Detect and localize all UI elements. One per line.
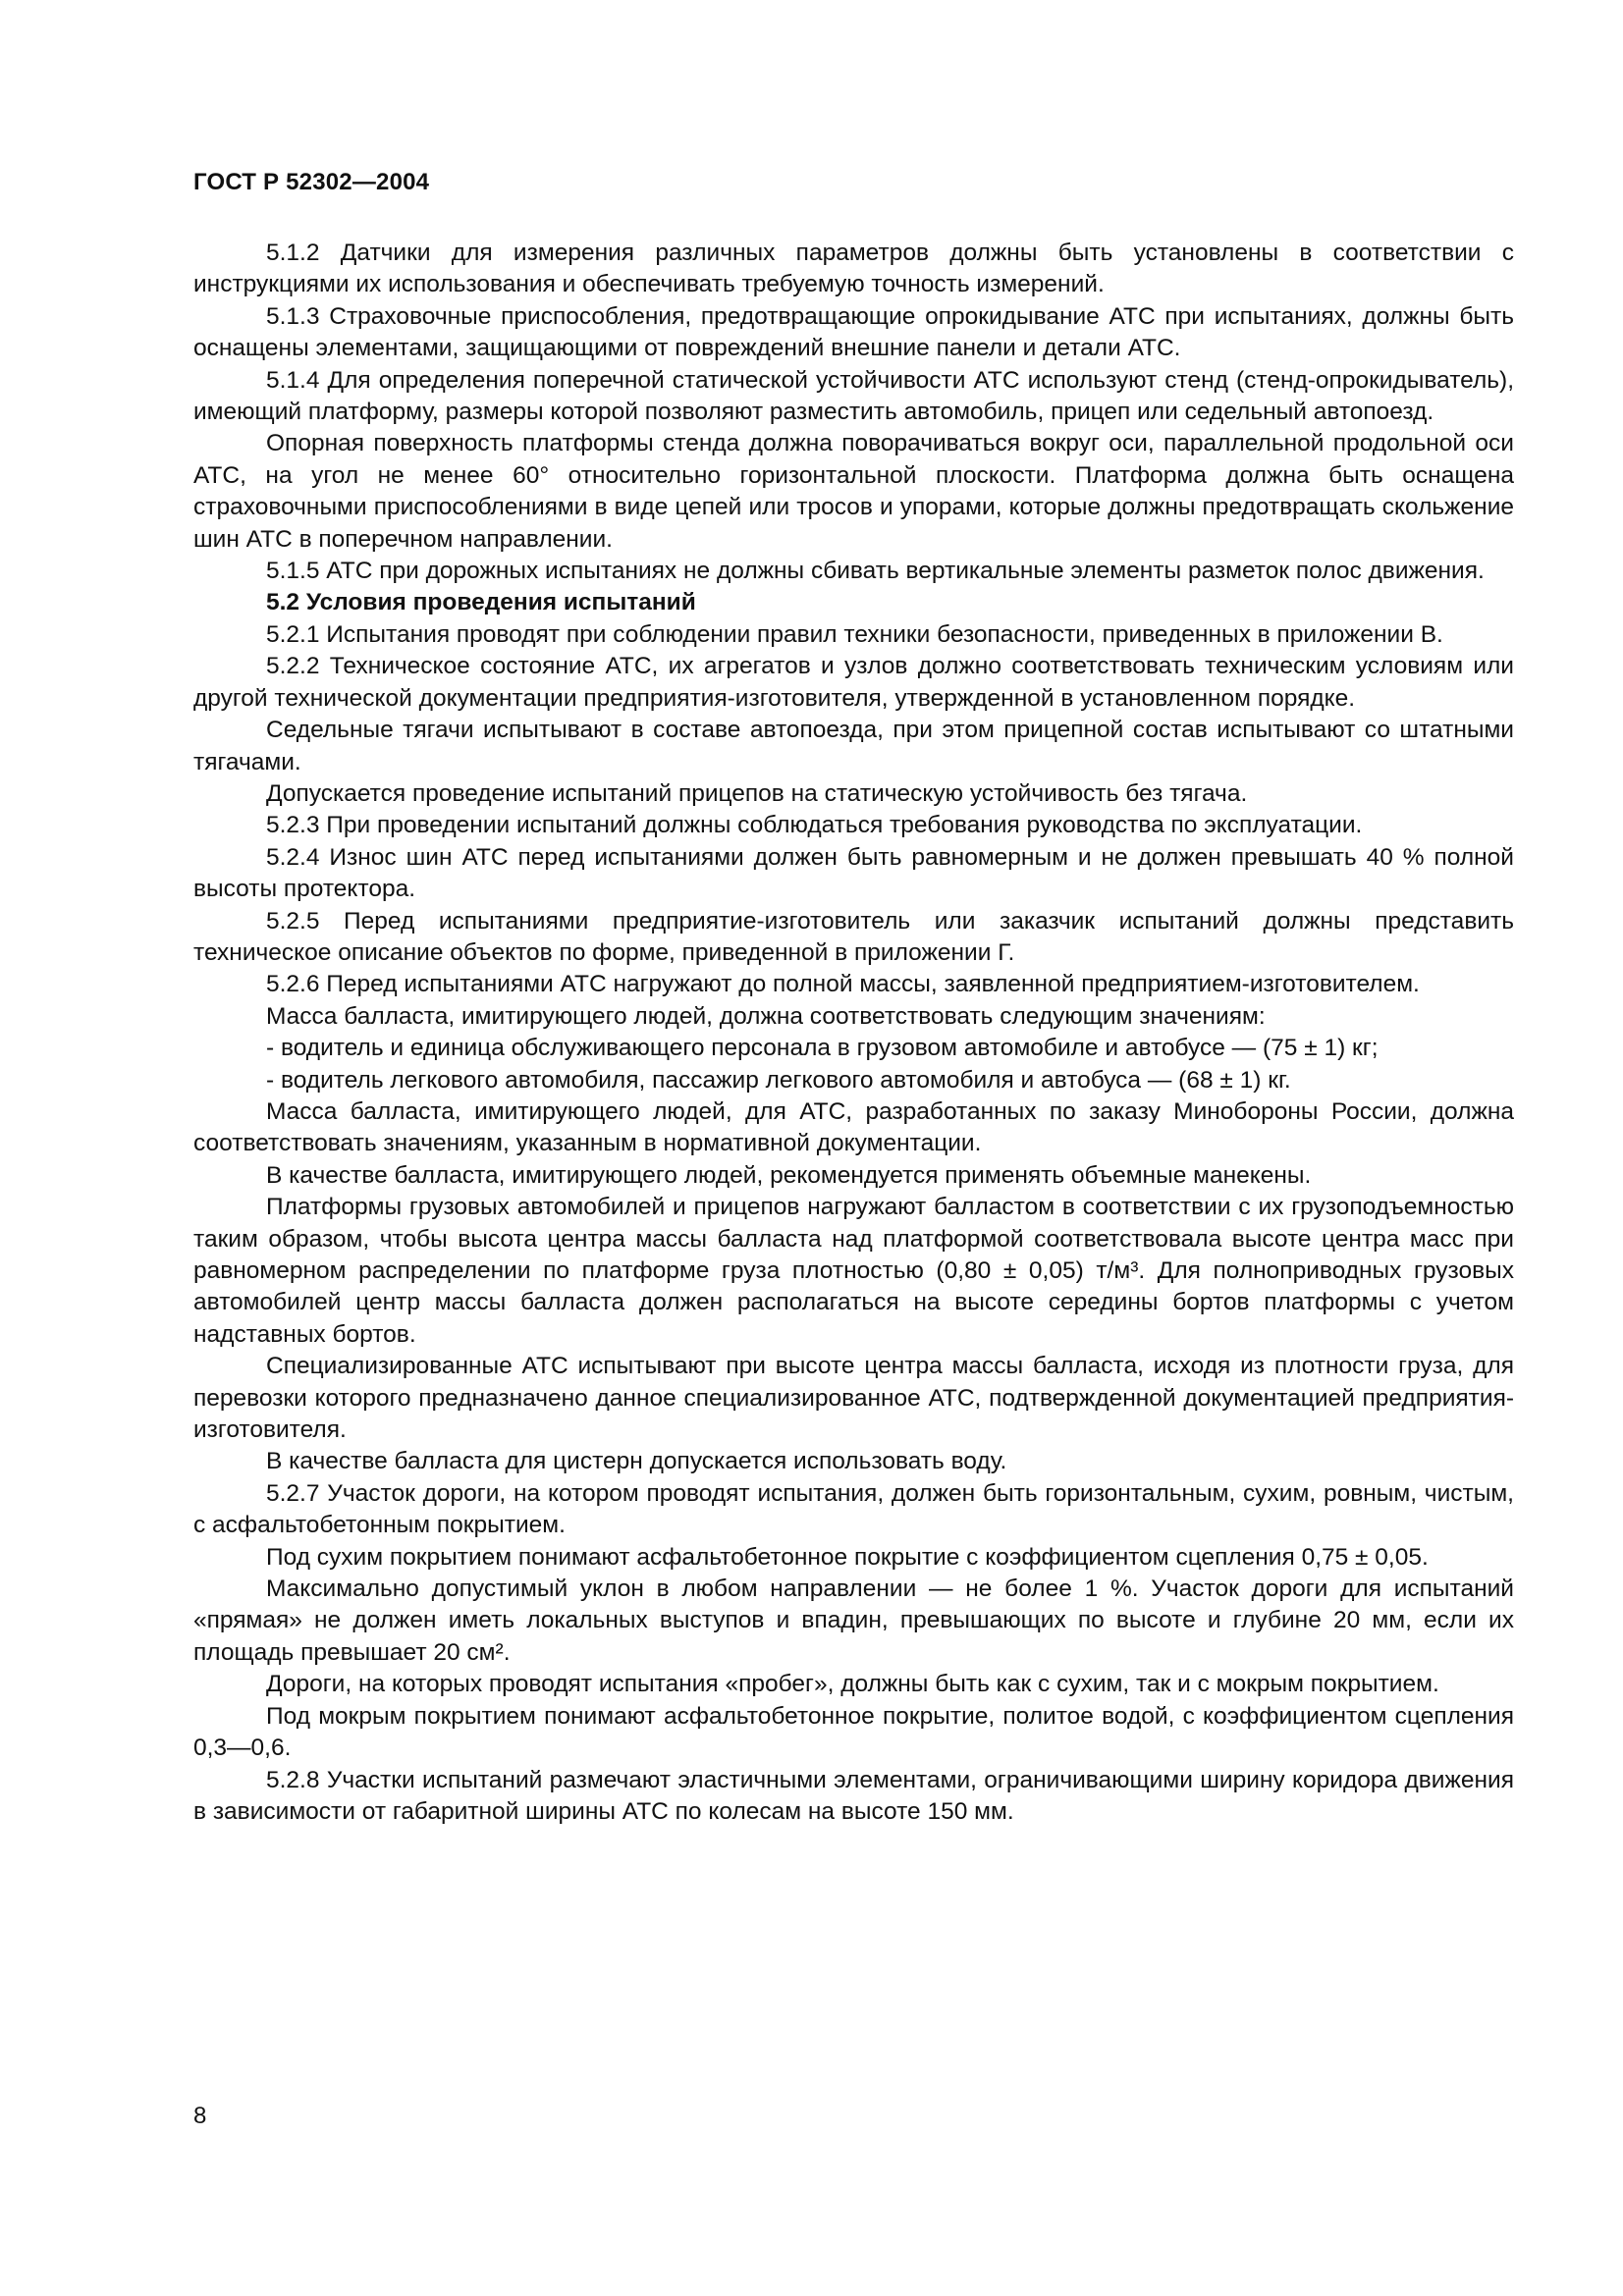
paragraph-tractors: Седельные тягачи испытывают в составе автопоезда, при этом прицепной состав испытывают со штатными тягачами.: [193, 717, 1514, 775]
paragraph-5-1-4: 5.1.4 Для определения поперечной статической устойчивости АТС используют стенд (стенд-опрокидыватель), имеющий платформу, размеры которой позволяют разместить автомобиль, прицеп или седельный автопоезд.: [193, 366, 1514, 426]
list-item-driver-car: - водитель легкового автомобиля, пассажир легкового автомобиля и автобуса — (68 ± 1) кг.: [266, 1066, 1291, 1094]
paragraph-5-2-5: 5.2.5 Перед испытаниями предприятие-изготовитель или заказчик испытаний должны представить техническое описание объектов по форме, приведенной в приложении Г.: [193, 907, 1514, 966]
paragraph-ballast-mass: Масса балласта, имитирующего людей, должна соответствовать следующим значениям:: [266, 1002, 1266, 1030]
paragraph-mannequins: В качестве балласта, имитирующего людей, рекомендуется применять объемные манекены.: [266, 1161, 1312, 1189]
paragraph-5-2-3: 5.2.3 При проведении испытаний должны соблюдаться требования руководства по эксплуатации.: [266, 812, 1363, 839]
page-number: 8: [193, 2103, 207, 2129]
paragraph-platform-rotation: Опорная поверхность платформы стенда должна поворачиваться вокруг оси, параллельной продольной оси АТС, на угол не менее 60° относительно горизонтальной плоскости. Платформа должна быть оснащена страховочными приспособлениями в виде цепей или тросов и упорами, которые должны предотвращать скольжение шин АТС в поперечном направлении.: [193, 430, 1514, 553]
paragraph-5-2-1: 5.2.1 Испытания проводят при соблюдении правил техники безопасности, приведенных в приложении В.: [266, 620, 1443, 648]
paragraph-specialized: Специализированные АТС испытывают при высоте центра массы балласта, исходя из плотности груза, для перевозки которого предназначено данное специализированное АТС, подтвержденной документацией предприятия-изготовителя.: [193, 1353, 1514, 1444]
document-header: ГОСТ Р 52302—2004: [193, 169, 430, 195]
paragraph-5-1-5: 5.1.5 АТС при дорожных испытаниях не должны сбивать вертикальные элементы разметок полос движения.: [266, 558, 1485, 585]
paragraph-5-2-6: 5.2.6 Перед испытаниями АТС нагружают до полной массы, заявленной предприятием-изготовителем.: [266, 971, 1420, 998]
paragraph-water: В качестве балласта для цистерн допускается использовать воду.: [266, 1448, 1007, 1475]
paragraph-trailers: Допускается проведение испытаний прицепов на статическую устойчивость без тягача.: [266, 779, 1248, 807]
paragraph-5-1-2: 5.1.2 Датчики для измерения различных параметров должны быть установлены в соответствии с инструкциями их использования и обеспечивать требуемую точность измерений.: [193, 240, 1514, 298]
paragraph-5-2-4: 5.2.4 Износ шин АТС перед испытаниями должен быть равномерным и не должен превышать 40 % полной высоты протектора.: [193, 843, 1514, 903]
section-heading-5-2: 5.2 Условия проведения испытаний: [266, 589, 696, 616]
paragraph-platforms-load: Платформы грузовых автомобилей и прицепов нагружают балластом в соответствии с их грузоподъемностью таким образом, чтобы высота центра массы балласта над платформой соответствовала высоте центра масс при равномерном распределении по платформе груза плотностью (0,80 ± 0,05) т/м³. Для полноприводных грузовых автомобилей центр массы балласта должен располагаться на высоте середины бортов платформы с учетом надставных бортов.: [193, 1194, 1514, 1348]
paragraph-5-2-2: 5.2.2 Техническое состояние АТС, их агрегатов и узлов должно соответствовать техническим условиям или другой технической документации предприятия-изготовителя, утвержденной в установленном порядке.: [193, 653, 1514, 712]
list-item-driver-truck: - водитель и единица обслуживающего персонала в грузовом автомобиле и автобусе — (75 ± 1) кг;: [266, 1035, 1379, 1062]
paragraph-slope: Максимально допустимый уклон в любом направлении — не более 1 %. Участок дороги для испытаний «прямая» не должен иметь локальных выступов и впадин, превышающих по высоте и глубине 20 мм, если их площадь превышает 20 см².: [193, 1575, 1514, 1666]
paragraph-wet-surface: Под мокрым покрытием понимают асфальтобетонное покрытие, политое водой, с коэффициентом сцепления 0,3—0,6.: [193, 1702, 1514, 1762]
paragraph-5-1-3: 5.1.3 Страховочные приспособления, предотвращающие опрокидывание АТС при испытаниях, должны быть оснащены элементами, защищающими от повреждений внешние панели и детали АТС.: [193, 302, 1514, 362]
paragraph-roads: Дороги, на которых проводят испытания «пробег», должны быть как с сухим, так и с мокрым покрытием.: [266, 1671, 1439, 1698]
paragraph-dry-surface: Под сухим покрытием понимают асфальтобетонное покрытие с коэффициентом сцепления 0,75 ± 0,05.: [266, 1543, 1429, 1571]
paragraph-5-2-8: 5.2.8 Участки испытаний размечают эластичными элементами, ограничивающими ширину коридора движения в зависимости от габаритной ширины АТС по колесам на высоте 150 мм.: [193, 1766, 1514, 1825]
paragraph-mod-ballast: Масса балласта, имитирующего людей, для АТС, разработанных по заказу Минобороны России, должна соответствовать значениям, указанным в нормативной документации.: [193, 1097, 1514, 1157]
document-body: [193, 238, 1514, 1828]
paragraph-5-2-7: 5.2.7 Участок дороги, на котором проводят испытания, должен быть горизонтальным, сухим, ровным, чистым, с асфальтобетонным покрытием.: [193, 1479, 1514, 1539]
